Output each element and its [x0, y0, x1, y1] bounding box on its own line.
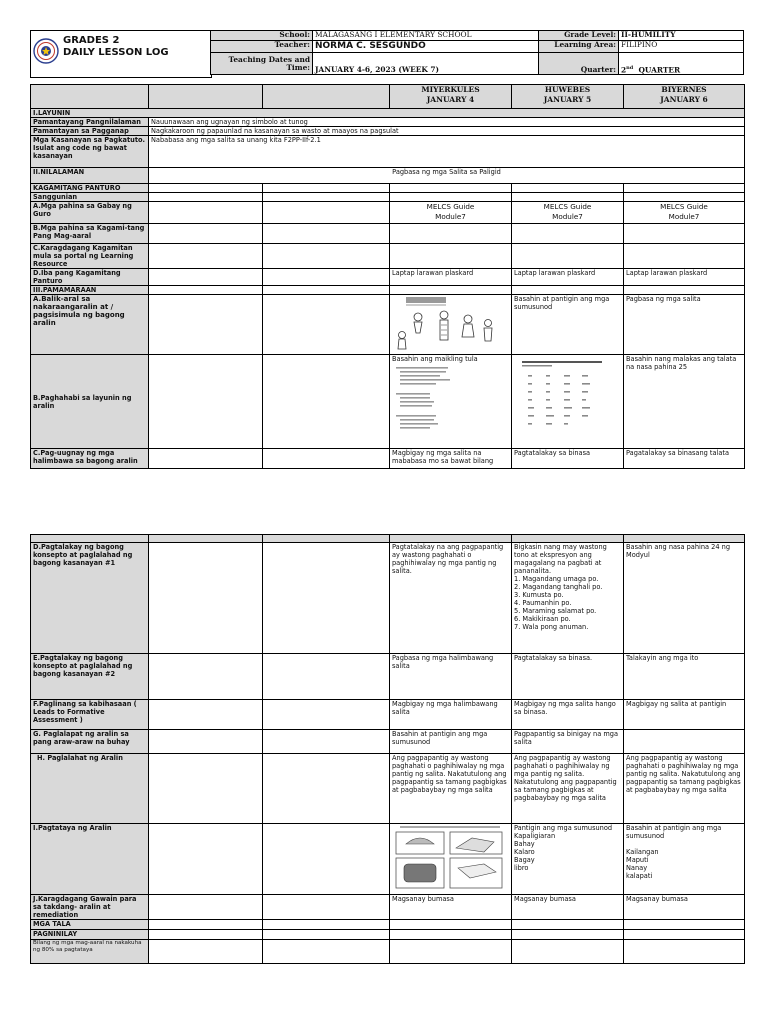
word-item: Nanay [626, 864, 648, 872]
pagtataya-thu [512, 824, 624, 895]
day-name: BIYERNES [661, 85, 707, 94]
cell [263, 295, 390, 355]
iba-wed: Laptap larawan plaskard [390, 269, 512, 286]
row-label-paglalapat: G. Paglalapat ng aralin sa pang araw-araw na buhay [31, 730, 149, 754]
cell [263, 244, 390, 269]
cell [263, 754, 390, 824]
row-label-nilalaman: II.NILALAMAN [31, 168, 149, 184]
cell [624, 535, 745, 543]
cell [263, 730, 390, 754]
cell [263, 286, 390, 295]
day-name: MIYERKULES [421, 85, 480, 94]
pagbati-item: 5. Maraming salamat po. [514, 607, 597, 615]
day-name: HUWEBES [544, 85, 591, 94]
cell [149, 184, 263, 193]
gabay-line-1: MELCS Guide [426, 202, 475, 211]
cell [263, 535, 390, 543]
grade-level-value: II-HUMILITY [619, 31, 744, 41]
cell [149, 895, 263, 920]
cell [512, 920, 624, 930]
cell [149, 535, 263, 543]
quarter-number: 2 [621, 65, 627, 74]
paghahabi-thu [512, 355, 624, 449]
cell [263, 920, 390, 930]
word-item: Kapaligiaran [514, 832, 556, 840]
row-label-pagninilay: PAGNINILAY [31, 930, 149, 940]
paglalapat-fri [624, 730, 745, 754]
cell [624, 224, 745, 244]
cell [390, 920, 512, 930]
pagtalakay-2-wed: Pagbasa ng mga halimbawang salita [390, 654, 512, 700]
cell [512, 224, 624, 244]
cell [263, 184, 390, 193]
cell [512, 244, 624, 269]
cell [149, 654, 263, 700]
cell [512, 184, 624, 193]
row-label-learning-resource: C.Karagdagang Kagamitan mula sa portal ng Learning Resource [31, 244, 149, 269]
cell [390, 244, 512, 269]
row-label-gabay: A.Mga pahina sa Gabay ng Guro [31, 202, 149, 224]
header-info-table [210, 30, 744, 75]
paglalahat-fri: Ang pagpapantig ay wastong paghahati o paghihiwalay ng mga pantig ng salita. Nakatutulong ang pagpapantig sa tamang pagbigkas at pagbabaybay ng mga salita [624, 754, 745, 824]
document-title [63, 35, 169, 59]
row-label-paglalahat: H. Paglalahat ng Aralin [31, 754, 149, 824]
teaching-dates-label: Teaching Dates and Time: [211, 53, 313, 75]
cell [149, 269, 263, 286]
pagtalakay-2-thu: Pagtatalakay sa binasa. [512, 654, 624, 700]
word-item: Bahay [514, 840, 535, 848]
pagtalakay-1-wed: Pagtatalakay na ang pagpapantig ay wastong paghahati o paghihiwalay ng mga pantig ng salita. [390, 543, 512, 654]
cell [149, 700, 263, 730]
syllable-chart-image [514, 355, 620, 445]
row-label-paghahabi: B.Paghahabi sa layunin ng aralin [31, 355, 149, 449]
cell [31, 535, 149, 543]
day-date: JANUARY 6 [660, 95, 708, 104]
word-item: kalapati [626, 872, 653, 880]
row-label-kagamitan: KAGAMITANG PANTURO [31, 184, 149, 193]
cell [149, 224, 263, 244]
gabay-line-1: MELCS Guide [543, 202, 592, 211]
cell [263, 193, 390, 202]
paglinang-wed: Magbigay ng mga halimbawang salita [390, 700, 512, 730]
poem-text-image [392, 363, 492, 439]
kasanayan-text: Nababasa ang mga salita sa unang kita F2PP-IIf-2.1 [149, 136, 745, 168]
row-label-pamamaraan: III.PAMAMARAAN [31, 286, 149, 295]
cell [512, 193, 624, 202]
cell [512, 940, 624, 964]
pagtalakay-1-thu [512, 543, 624, 654]
iba-fri: Laptap larawan plaskard [624, 269, 745, 286]
cell [149, 295, 263, 355]
pagbati-item: 2. Magandang tanghali po. [514, 583, 603, 591]
quarter-word: QUARTER [638, 65, 681, 74]
cell [263, 940, 390, 964]
cell [149, 920, 263, 930]
learning-area-value: FILIPINO [619, 41, 744, 53]
gabay-fri [624, 202, 745, 224]
row-label-sanggunian: Sanggunian [31, 193, 149, 202]
deped-seal-logo [33, 38, 59, 64]
cell [624, 244, 745, 269]
row-label-pagtataya: I.Pagtataya ng Aralin [31, 824, 149, 895]
school-label: School: [211, 31, 313, 41]
cell [512, 535, 624, 543]
gabay-line-2: Module7 [552, 212, 583, 221]
school-value: MALAGASANG I ELEMENTARY SCHOOL [313, 31, 539, 41]
cell [263, 895, 390, 920]
row-label-paglinang: F.Paglinang sa kabihasaan ( Leads to Formative Assessment ) [31, 700, 149, 730]
day-header-wed [390, 85, 512, 109]
cell [149, 543, 263, 654]
word-item: libro [514, 864, 529, 872]
blank-header-3 [263, 85, 390, 109]
pagbati-item: 3. Kumusta po. [514, 591, 564, 599]
cell [263, 269, 390, 286]
row-label-iba: D.Iba pang Kagamitang Panturo [31, 269, 149, 286]
cell [263, 700, 390, 730]
cell [149, 355, 263, 449]
word-item: Kalaro [514, 848, 535, 856]
cell [624, 940, 745, 964]
day-header-fri [624, 85, 745, 109]
cell [149, 286, 263, 295]
cell [390, 184, 512, 193]
karagdagang-thu: Magsanay bumasa [512, 895, 624, 920]
paglalahat-wed: Ang pagpapantig ay wastong paghahati o paghihiwalay ng mga pantig ng salita. Nakatutulong ang pagpapantig sa tamang pagbigkas at pagbabaybay ng mga salita [390, 754, 512, 824]
iba-thu: Laptap larawan plaskard [512, 269, 624, 286]
teaching-dates-value: JANUARY 4-6, 2023 (WEEK 7) [313, 53, 539, 75]
section-layunin: I.LAYUNIN [31, 109, 745, 118]
pagtalakay-1-fri: Basahin ang nasa pahina 24 ng Modyul [624, 543, 745, 654]
cell [149, 940, 263, 964]
cell [390, 193, 512, 202]
cell [149, 193, 263, 202]
gabay-line-2: Module7 [435, 212, 466, 221]
cell [624, 920, 745, 930]
lesson-log-table-1 [30, 84, 745, 469]
cell [263, 202, 390, 224]
cell [263, 543, 390, 654]
assessment-pictures-image [392, 824, 508, 892]
pangnilalaman-text: Nauunawaan ang ugnayan ng simbolo at tunog [149, 118, 745, 127]
spacer [626, 840, 742, 848]
pagbati-item: 1. Magandang umaga po. [514, 575, 599, 583]
cell [149, 244, 263, 269]
cell [263, 449, 390, 469]
cell [149, 730, 263, 754]
teacher-label: Teacher: [211, 41, 313, 53]
row-label-karagdagang-gawain: J.Karagdagang Gawain para sa takdang- aralin at remediation [31, 895, 149, 920]
balik-aral-fri: Pagbasa ng mga salita [624, 295, 745, 355]
cell [263, 930, 390, 940]
cell [624, 286, 745, 295]
row-label-pagganap: Pamantayan sa Pagganap [31, 127, 149, 136]
gabay-thu [512, 202, 624, 224]
word-item: Kailangan [626, 848, 659, 856]
balik-aral-wed [390, 295, 512, 355]
children-illustration-image [392, 295, 508, 351]
cell [149, 824, 263, 895]
row-label-kagamitang-aaral: B.Mga pahina sa Kagami-tang Pang Mag-aaral [31, 224, 149, 244]
quarter-value [619, 53, 744, 75]
gabay-wed [390, 202, 512, 224]
paghahabi-wed [390, 355, 512, 449]
row-label-pag-uugnay: C.Pag-uugnay ng mga halimbawa sa bagong aralin [31, 449, 149, 469]
learning-area-label: Learning Area: [539, 41, 619, 53]
quarter-label: Quarter: [539, 53, 619, 75]
pagtalakay-2-fri: Talakayin ang mga ito [624, 654, 745, 700]
paghahabi-fri: Basahin nang malakas ang talata na nasa pahina 25 [624, 355, 745, 449]
pagtataya-fri [624, 824, 745, 895]
blank-header-1 [31, 85, 149, 109]
cell [263, 654, 390, 700]
cell [624, 193, 745, 202]
pag-uugnay-wed: Magbigay ng mga salita na mababasa mo sa bawat bilang [390, 449, 512, 469]
title-line-2: DAILY LESSON LOG [63, 47, 169, 58]
pagtataya-intro: Pantigin ang mga sumusunod [514, 824, 613, 832]
word-item: Maputi [626, 856, 649, 864]
cell [149, 449, 263, 469]
cell [390, 930, 512, 940]
pag-uugnay-fri: Pagatalakay sa binasang talata [624, 449, 745, 469]
cell [149, 202, 263, 224]
cell [512, 286, 624, 295]
gabay-line-2: Module7 [668, 212, 700, 221]
paglalapat-wed: Basahin at pantigin ang mga sumusunod [390, 730, 512, 754]
paglalahat-thu: Ang pagpapantig ay wastong paghahati o paghihiwalay ng mga pantig ng salita. Nakatutulong ang pagpapantig sa tamang pagbigkas at pagbabaybay ng mga salita [512, 754, 624, 824]
pagbati-intro: Bigkasin nang may wastong tono at ekspresyon ang magagalang na pagbati at pananalita. [514, 543, 607, 575]
teacher-value: NORMA C. SESGUNDO [313, 41, 539, 53]
paglinang-thu: Magbigay ng mga salita hango sa binasa. [512, 700, 624, 730]
title-line-1: GRADES 2 [63, 35, 120, 46]
row-label-balik-aral: A.Balik-aral sa nakaraangaralin at / pagsisimula ng bagong aralin [31, 295, 149, 355]
poem-instruction: Basahin ang maikling tula [392, 355, 478, 363]
day-date: JANUARY 5 [543, 95, 592, 104]
pagbati-item: 6. Makikiraan po. [514, 615, 571, 623]
pagtataya-wed [390, 824, 512, 895]
cell [390, 535, 512, 543]
word-item: Bagay [514, 856, 535, 864]
pagtataya-intro: Basahin at pantigin ang mga sumusunod [626, 824, 722, 840]
row-label-pagtalakay-2: E.Pagtalakay ng bagong konsepto at paglalahad ng bagong kasanayan #2 [31, 654, 149, 700]
cell [149, 754, 263, 824]
paglalapat-thu: Pagpapantig sa binigay na mga salita [512, 730, 624, 754]
cell [390, 940, 512, 964]
cell [263, 355, 390, 449]
row-label-kasanayan: Mga Kasanayan sa Pagkatuto. Isulat ang code ng bawat kasanayan [31, 136, 149, 168]
karagdagang-wed: Magsanay bumasa [390, 895, 512, 920]
grade-level-label: Grade Level: [539, 31, 619, 41]
pagbati-item: 7. Wala pong anuman. [514, 623, 589, 631]
karagdagang-fri: Magsanay bumasa [624, 895, 745, 920]
day-header-thu [512, 85, 624, 109]
cell [390, 286, 512, 295]
cell [263, 224, 390, 244]
row-label-pangnilalaman: Pamantayang Pangnilalaman [31, 118, 149, 127]
row-label-bilang: Bilang ng mga mag-aaral na nakakuha ng 80% sa pagtataya [31, 940, 149, 964]
cell [624, 184, 745, 193]
row-label-mga-tala: MGA TALA [31, 920, 149, 930]
paglinang-fri: Magbigay ng salita at pantigin [624, 700, 745, 730]
blank-header-2 [149, 85, 263, 109]
nilalaman-text: Pagbasa ng mga Salita sa Paligid [149, 168, 745, 184]
lesson-log-table-2 [30, 534, 745, 964]
gabay-line-1: MELCS Guide [660, 202, 708, 211]
cell [512, 930, 624, 940]
cell [149, 930, 263, 940]
pagbati-item: 4. Paumanhin po. [514, 599, 572, 607]
cell [390, 224, 512, 244]
balik-aral-thu: Basahin at pantigin ang mga sumusunod [512, 295, 624, 355]
row-label-pagtalakay-1: D.Pagtalakay ng bagong konsepto at paglalahad ng bagong kasanayan #1 [31, 543, 149, 654]
pag-uugnay-thu: Pagtatalakay sa binasa [512, 449, 624, 469]
day-date: JANUARY 4 [426, 95, 475, 104]
pagganap-text: Nagkakaroon ng papaunlad na kasanayan sa wasto at maayos na pagsulat [149, 127, 745, 136]
quarter-suffix: nd [626, 64, 634, 71]
cell [263, 824, 390, 895]
cell [624, 930, 745, 940]
